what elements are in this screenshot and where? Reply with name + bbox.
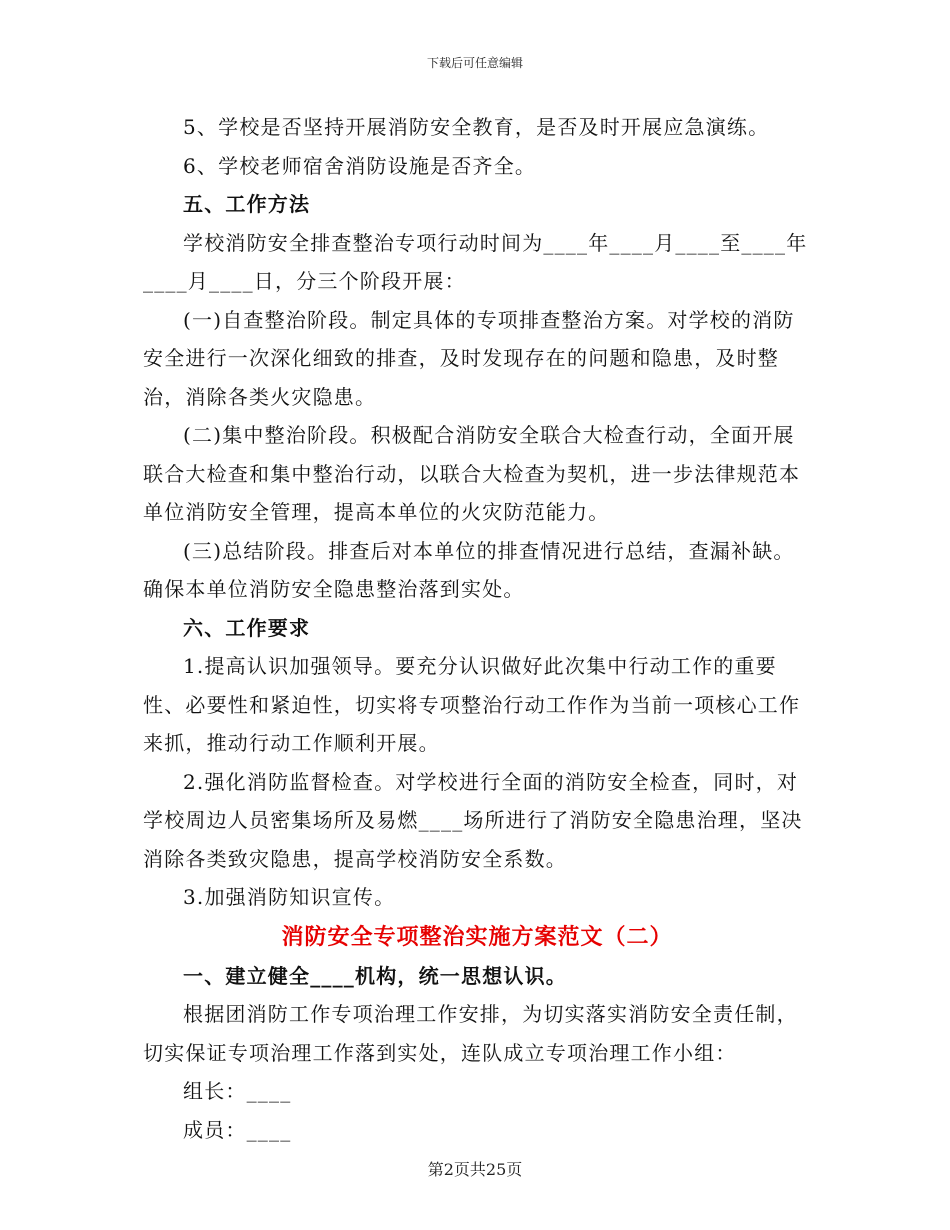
- section-title: 消防安全专项整治实施方案范文（二）: [281, 923, 673, 950]
- paragraph-requirement-1: 1.提高认识加强领导。要充分认识做好此次集中行动工作的重要性、必要性和紧迫性，切实将专项整治行动工作作为当前一项核心工作来抓，推动行动工作顺利开展。: [143, 654, 801, 755]
- paragraph-requirement-2: 2.强化消防监督检查。对学校进行全面的消防安全检查，同时，对学校周边人员密集场所及易燃____场所进行了消防安全隐患治理，坚决消除各类致灾隐患，提高学校消防安全系数。: [143, 769, 803, 871]
- page-header: 下载后可任意编辑: [426, 56, 523, 70]
- document-body: [143, 108, 811, 1149]
- paragraph-arrangement: 根据团消防工作专项治理工作安排，为切实落实消防安全责任制，切实保证专项治理工作落到实处，连队成立专项治理工作小组：: [143, 1002, 798, 1065]
- paragraph-item-5: 5、学校是否坚持开展消防安全教育，是否及时开展应急演练。: [183, 115, 770, 139]
- heading-work-method: 五、工作方法: [183, 192, 311, 216]
- paragraph-stage-1: (一)自查整治阶段。制定具体的专项排查整治方案。对学校的消防安全进行一次深化细致的排查，及时发现存在的问题和隐患，及时整治，消除各类火灾隐患。: [143, 307, 795, 409]
- paragraph-leader: 组长：____: [183, 1079, 292, 1103]
- paragraph-requirement-3: 3.加强消防知识宣传。: [183, 885, 396, 909]
- paragraph-stage-3: (三)总结阶段。排查后对本单位的排查情况进行总结，查漏补缺。确保本单位消防安全隐患整治落到实处。: [143, 538, 795, 601]
- page-footer: 第2页共25页: [427, 1160, 523, 1179]
- paragraph-members: 成员：____: [183, 1117, 292, 1142]
- paragraph-schedule: 学校消防安全排查整治专项行动时间为____年____月____至____年____月____日，分三个阶段开展：: [143, 230, 808, 293]
- heading-work-requirements: 六、工作要求: [183, 615, 311, 640]
- paragraph-stage-2: (二)集中整治阶段。积极配合消防安全联合大检查行动，全面开展联合大检查和集中整治行动，以联合大检查为契机，进一步法律规范本单位消防安全管理，提高本单位的火灾防范能力。: [143, 423, 801, 524]
- paragraph-item-6: 6、学校老师宿舍消防设施是否齐全。: [183, 153, 537, 178]
- heading-organization: 一、建立健全____机构，统一思想认识。: [183, 963, 567, 988]
